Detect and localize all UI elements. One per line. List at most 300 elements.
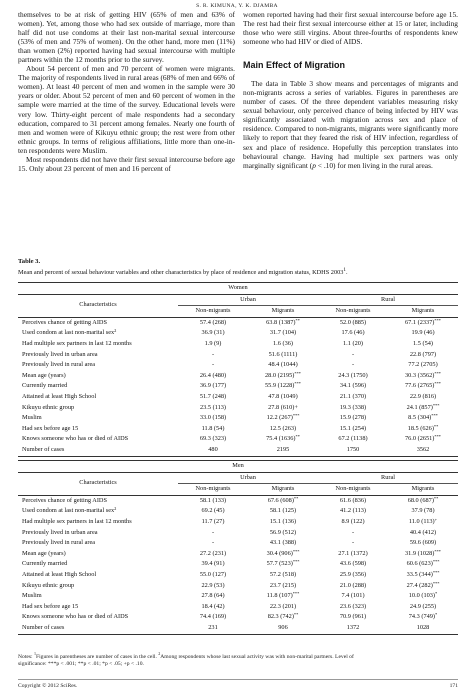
cell-value: 31.7 (104) (269, 329, 297, 337)
table-cell (388, 612, 458, 623)
cell-value: 11.8 (107) (266, 592, 293, 600)
cell-value: 52.0 (885) (339, 318, 367, 326)
significance-mark: *** (434, 370, 441, 376)
table-cell (248, 570, 318, 581)
cell-value: 69.3 (323) (199, 435, 227, 443)
row-label (18, 328, 178, 339)
table-cell (178, 392, 248, 403)
table-cell (388, 506, 458, 517)
table-cell (178, 528, 248, 539)
table-cell (248, 506, 318, 517)
table-cell (318, 328, 388, 339)
table-cell (178, 424, 248, 435)
row-label (18, 350, 178, 361)
cell-value: 19.9 (46) (411, 329, 435, 337)
table-cell (388, 434, 458, 445)
women-title-row (18, 283, 458, 295)
table-cell (178, 403, 248, 414)
table-cell (318, 559, 388, 570)
table-row (18, 328, 458, 339)
row-label (18, 623, 178, 634)
cell-value: 25.9 (356) (339, 570, 367, 578)
footer-rule (18, 679, 458, 680)
cell-value: - (211, 528, 215, 536)
table-cell (388, 623, 458, 634)
table-row (18, 602, 458, 613)
table-cell (178, 559, 248, 570)
cell-value: 24.1 (857) (406, 403, 433, 411)
row-label-text: Used condom at last non-marital sex (22, 329, 115, 337)
row-label (18, 392, 178, 403)
table-cell (318, 445, 388, 456)
table-cell (178, 612, 248, 623)
cell-value: 37.9 (78) (411, 507, 435, 515)
cell-value: 27.8 (64) (201, 592, 225, 600)
significance-mark: + (434, 516, 438, 522)
table-cell (248, 317, 318, 328)
cell-value: 15.1 (254) (339, 424, 367, 432)
cell-value: 48.4 (1044) (268, 361, 298, 369)
cell-value: 56.9 (512) (269, 528, 297, 536)
cell-value: 69.2 (45) (201, 507, 225, 515)
table-cell (318, 517, 388, 528)
table-row (18, 317, 458, 328)
men-column-header-1: Non-migrants (178, 484, 248, 496)
table-cell (318, 434, 388, 445)
cell-value: 33.5 (344) (406, 570, 433, 578)
row-label (18, 434, 178, 445)
table-cell (248, 495, 318, 506)
table-cell (388, 350, 458, 361)
table-cell (388, 381, 458, 392)
table-cell (248, 538, 318, 549)
table-cell (388, 392, 458, 403)
row-label (18, 559, 178, 570)
row-label-text: Had multiple sex partners in last 12 months (22, 517, 132, 525)
cell-value: 47.8 (1049) (268, 392, 298, 400)
row-label-footnote: 2 (114, 506, 117, 512)
table-row (18, 392, 458, 403)
table-cell (388, 581, 458, 592)
table-cell (178, 350, 248, 361)
right-paragraph-1: women reported having had their first sexual intercourse before age 15. The rest had their first sexual intercourse either at 15 or later, including those who were still virgins. About three-fourths of respondents knew someone who had HIV or died of AIDS. (243, 10, 458, 47)
men-column-header-4: Migrants (388, 484, 458, 496)
women-characteristics-header: Characteristics (18, 294, 178, 317)
cell-value: 12.2 (267) (266, 414, 293, 422)
table-cell (388, 495, 458, 506)
row-label (18, 371, 178, 382)
right-column (243, 10, 458, 170)
row-label-text: Had sex before age 15 (22, 424, 79, 432)
notes-mark-2: 2 (158, 651, 161, 656)
row-label-text: Previously lived in rural area (22, 361, 96, 369)
cell-value: 8.5 (304) (408, 414, 432, 422)
cell-value: 55.0 (127) (199, 570, 227, 578)
right-paragraph-2 (243, 79, 458, 169)
table-cell (178, 371, 248, 382)
cell-value: 61.6 (836) (339, 496, 367, 504)
significance-mark: *** (432, 559, 440, 565)
left-paragraph-2: About 54 percent of men and 70 percent of women were migrants. The majority of respondents lived in rural areas (68% of men and 66% of women). At least 40 percent of men and women in the sample were 30 years or older. About 52 percent of men and 60 percent of women in the sample were married at the time of the survey. Educational levels were very low. Thirty-eight percent of male respondents had a secondary education, compared to 31 percent among females. Nearly one fourth of men and women were of Kikuyu ethnic group; the rest were from other ethnic groups. In terms of religious affiliations, little more than one-in-ten respondents were Muslim. (18, 64, 235, 155)
cell-value: 30.3 (3562) (405, 371, 435, 379)
significance-mark: *** (434, 434, 441, 440)
significance-mark: ** (295, 434, 300, 440)
table-cell (318, 392, 388, 403)
row-label (18, 581, 178, 592)
table-cell (318, 317, 388, 328)
row-label-text: Number of cases (22, 445, 65, 453)
significance-mark: *** (294, 370, 301, 376)
table-cell (178, 538, 248, 549)
row-label (18, 495, 178, 506)
cell-value: 51.7 (248) (199, 392, 227, 400)
cell-value: 11.7 (27) (201, 517, 225, 525)
table-cell (388, 538, 458, 549)
cell-value: 1.1 (20) (343, 339, 363, 347)
cell-value: 10.0 (103) (408, 592, 436, 600)
cell-value: 55.9 (1228) (265, 382, 295, 390)
cell-value: 22.9 (53) (201, 581, 225, 589)
cell-value: 77.6 (2765) (405, 382, 435, 390)
cell-value: 906 (278, 623, 288, 631)
table-cell (388, 570, 458, 581)
significance-mark: *** (294, 381, 301, 387)
table-cell (388, 517, 458, 528)
table-cell (388, 413, 458, 424)
table-caption (18, 266, 458, 277)
cell-value: 7.4 (101) (341, 592, 365, 600)
cell-value: 12.5 (263) (269, 424, 297, 432)
cell-value: 18.4 (42) (201, 602, 225, 610)
section-heading: Main Effect of Migration (243, 60, 345, 71)
cell-value: 21.1 (370) (339, 392, 367, 400)
row-label-text: Number of cases (22, 623, 65, 631)
cell-value: 67.2 (1138) (338, 435, 368, 443)
table-row (18, 591, 458, 602)
cell-value: 17.6 (46) (341, 329, 365, 337)
table-cell (248, 328, 318, 339)
table-cell (248, 602, 318, 613)
cell-value: 26.4 (480) (199, 371, 227, 379)
cell-value: 59.6 (609) (409, 539, 437, 547)
cell-value: 39.4 (91) (201, 560, 225, 568)
significance-mark: *** (434, 381, 441, 387)
row-label-footnote: 2 (114, 328, 117, 334)
notes-mark-1: 1 (34, 651, 37, 656)
table-cell (318, 381, 388, 392)
table-row (18, 559, 458, 570)
left-paragraph-3: Most respondents did not have their first sexual intercourse before age 15. Only about 23 percent of men and 16 percent of (18, 154, 235, 173)
cell-value: 28.0 (2195) (265, 371, 295, 379)
men-table (18, 460, 458, 635)
women-column-header-4: Migrants (388, 306, 458, 318)
table-row (18, 549, 458, 560)
table-cell (248, 381, 318, 392)
cell-value: 1372 (346, 623, 360, 631)
cell-value: 23.7 (215) (269, 581, 297, 589)
table-cell (388, 403, 458, 414)
cell-value: 22.8 (797) (409, 350, 437, 358)
table-cell (178, 591, 248, 602)
table-row (18, 581, 458, 592)
notes-line-1 (18, 651, 458, 661)
table-row (18, 424, 458, 435)
cell-value: 15.9 (278) (339, 414, 367, 422)
table-caption-text: Mean and percent of sexual behaviour variables and other characteristics by place of residence and migration status, KDHS 2003 (18, 269, 344, 277)
significance-mark: *** (292, 559, 300, 565)
cell-value: 8.9 (122) (341, 517, 365, 525)
cell-value: - (351, 539, 355, 547)
table-row (18, 360, 458, 371)
row-label (18, 602, 178, 613)
table-cell (318, 612, 388, 623)
row-label-text: Perceives chance of getting AIDS (22, 496, 107, 504)
men-section-title: Men (18, 461, 458, 473)
table-cell (388, 339, 458, 350)
cell-value: 70.9 (961) (339, 613, 367, 621)
cell-value: 43.6 (598) (339, 560, 367, 568)
table-cell (178, 495, 248, 506)
table-row (18, 434, 458, 445)
table-cell (178, 549, 248, 560)
table-cell (388, 360, 458, 371)
table-cell (248, 424, 318, 435)
table-cell (318, 403, 388, 414)
table-cell (318, 424, 388, 435)
notes-text-1: Figures in parentheses are number of cases in the cell. (36, 653, 159, 660)
table-cell (318, 602, 388, 613)
table-cell (178, 623, 248, 634)
table-cell (248, 403, 318, 414)
cell-value: 77.2 (2705) (408, 361, 438, 369)
cell-value: - (211, 361, 215, 369)
significance-mark: *** (431, 413, 438, 419)
notes-label: Notes: (18, 653, 35, 660)
cell-value: 1.5 (54) (413, 339, 433, 347)
row-label (18, 549, 178, 560)
table-row (18, 570, 458, 581)
significance-mark: *** (432, 580, 440, 586)
cell-value: 75.4 (1636) (266, 435, 296, 443)
table-row (18, 623, 458, 634)
men-urban-header: Urban (178, 472, 318, 484)
cell-value: 11.0 (113) (408, 517, 435, 525)
significance-mark: ** (433, 495, 439, 501)
significance-mark: *** (434, 548, 441, 554)
table-cell (178, 602, 248, 613)
cell-value: 60.6 (623) (406, 560, 433, 568)
row-label (18, 612, 178, 623)
cell-value: - (351, 528, 355, 536)
table-cell (318, 350, 388, 361)
table-cell (178, 445, 248, 456)
row-label (18, 506, 178, 517)
table-row (18, 495, 458, 506)
table-cell (178, 328, 248, 339)
cell-value: 24.3 (1750) (338, 371, 368, 379)
table-cell (248, 371, 318, 382)
table-cell (248, 581, 318, 592)
row-label (18, 339, 178, 350)
cell-value: 36.9 (31) (201, 329, 225, 337)
table-cell (248, 350, 318, 361)
table-row (18, 381, 458, 392)
women-urban-header: Urban (178, 294, 318, 306)
cell-value: 27.8 (610)+ (268, 403, 298, 411)
significance-mark: * (435, 591, 438, 597)
cell-value: 34.1 (596) (339, 382, 367, 390)
cell-value: 43.1 (388) (269, 539, 297, 547)
cell-value: 23.6 (323) (339, 602, 367, 610)
significance-mark: ** (293, 612, 299, 618)
significance-mark: *** (434, 317, 441, 323)
men-group-header-row (18, 472, 458, 484)
row-label-text: Perceives chance of getting AIDS (22, 318, 107, 326)
table-cell (248, 612, 318, 623)
row-label-text: Previously lived in urban area (22, 528, 98, 536)
cell-value: 19.3 (338) (339, 403, 367, 411)
row-label (18, 317, 178, 328)
table-cell (388, 591, 458, 602)
table-cell (388, 371, 458, 382)
table-row (18, 506, 458, 517)
cell-value: 58.1 (125) (269, 507, 297, 515)
table-row (18, 403, 458, 414)
table-cell (388, 549, 458, 560)
cell-value: 57.7 (523) (266, 560, 293, 568)
cell-value: 57.4 (268) (199, 318, 227, 326)
table-cell (318, 413, 388, 424)
significance-mark: *** (432, 402, 440, 408)
cell-value: 27.1 (1372) (338, 549, 368, 557)
row-label-text: Used condom at last non-marital sex (22, 507, 115, 515)
table-cell (178, 517, 248, 528)
table-cell (248, 339, 318, 350)
table-cell (178, 381, 248, 392)
table-cell (318, 581, 388, 592)
table-cell (248, 434, 318, 445)
right-paragraph-2-text: The data in Table 3 show means and percentages of migrants and non-migrants across a series of variables. Figures in parentheses are number of cases. Of the three dependent variables measuring risky sexual behaviour, only perceived chance of being infected by HIV was significantly associated with migration across sex and place of residence. Compared to non-migrants, migrants were significantly more likely to report that they feared the risk of HIV infection, regardless of sex and place of residence. Hopefully this perception translates into behavioural change. Having had multiple sex partners was only marginally significant ( (243, 79, 458, 170)
table-cell (388, 328, 458, 339)
table-cell (318, 495, 388, 506)
women-rural-header: Rural (318, 294, 458, 306)
row-label (18, 570, 178, 581)
table-cell (248, 623, 318, 634)
cell-value: 82.3 (742) (267, 613, 294, 621)
cell-value: 11.8 (54) (201, 424, 225, 432)
row-label-text: Currently married (22, 560, 68, 568)
table-cell (248, 360, 318, 371)
table-cell (318, 591, 388, 602)
table-cell (178, 434, 248, 445)
table-cell (318, 339, 388, 350)
table-cell (248, 445, 318, 456)
table-cell (318, 623, 388, 634)
significance-mark: *** (292, 413, 300, 419)
table-row (18, 339, 458, 350)
cell-value: 40.4 (412) (409, 528, 437, 536)
table-cell (388, 528, 458, 539)
page-number: 171 (449, 683, 458, 689)
men-title-row (18, 461, 458, 473)
cell-value: 67.6 (608) (267, 496, 294, 504)
table-cell (318, 528, 388, 539)
cell-value: 51.6 (1111) (268, 350, 298, 358)
cell-value: 18.5 (626) (407, 424, 434, 432)
row-label (18, 445, 178, 456)
left-column (18, 10, 235, 173)
table-cell (178, 506, 248, 517)
cell-value: - (211, 350, 215, 358)
significance-mark: * (435, 612, 438, 618)
men-column-header-3: Non-migrants (318, 484, 388, 496)
women-section-title: Women (18, 283, 458, 295)
cell-value: 74.4 (169) (199, 613, 227, 621)
row-label-text: Muslim (22, 592, 42, 600)
cell-value: 30.4 (906) (266, 549, 293, 557)
left-paragraph-1: themselves to be at risk of getting HIV (65% of men and 63% of women). Yet, among those who had sex outside of marriage, more than half did not use condoms at their last non-marital sexual intercourse (53% of men and 75% of women). On the other hand, more men (11%) than women (2%) reported having had sexual intercourse with multiple partners within the 12 months prior to the survey. (18, 10, 235, 65)
table-cell (178, 339, 248, 350)
notes-text-2: Among respondents whose last sexual activity was with non-marital partners. Level of (160, 653, 354, 660)
table-cell (178, 570, 248, 581)
table-cell (318, 538, 388, 549)
men-characteristics-header: Characteristics (18, 472, 178, 495)
cell-value: - (351, 361, 355, 369)
p-value-symbol: p (312, 160, 316, 170)
table-row (18, 371, 458, 382)
women-column-header-2: Migrants (248, 306, 318, 318)
cell-value: 31.9 (1028) (405, 549, 435, 557)
cell-value: - (351, 350, 355, 358)
table-row (18, 528, 458, 539)
table-cell (388, 559, 458, 570)
cell-value: 67.1 (2337) (405, 318, 435, 326)
row-label-text: Kikuyu ethnic group (22, 581, 75, 589)
row-label-text: Kikuyu ethnic group (22, 403, 75, 411)
men-rural-header: Rural (318, 472, 458, 484)
cell-value: 22.9 (816) (409, 392, 437, 400)
men-table-body (18, 461, 458, 635)
table-row (18, 517, 458, 528)
cell-value: 3562 (416, 445, 430, 453)
women-table-body (18, 283, 458, 457)
table-cell (178, 360, 248, 371)
right-paragraph-2-end: < .10) for men living in the rural areas. (315, 160, 433, 170)
women-group-header-row (18, 294, 458, 306)
table-row (18, 413, 458, 424)
cell-value: 63.8 (1387) (266, 318, 296, 326)
table-cell (178, 581, 248, 592)
cell-value: 57.2 (518) (269, 570, 297, 578)
cell-value: 27.2 (231) (199, 549, 227, 557)
row-label (18, 403, 178, 414)
significance-mark: ** (433, 423, 439, 429)
cell-value: 58.1 (133) (199, 496, 227, 504)
cell-value: 1750 (346, 445, 360, 453)
table-row (18, 350, 458, 361)
cell-value: 74.3 (749) (408, 613, 436, 621)
row-label-text: Attained at least High School (22, 570, 97, 578)
row-label (18, 517, 178, 528)
table-cell (178, 317, 248, 328)
table-caption-footnote-mark: 1 (343, 267, 347, 273)
row-label (18, 538, 178, 549)
table-cell (248, 549, 318, 560)
cell-value: 15.1 (136) (269, 517, 297, 525)
row-label (18, 360, 178, 371)
cell-value: 24.9 (255) (409, 602, 437, 610)
women-table (18, 282, 458, 457)
